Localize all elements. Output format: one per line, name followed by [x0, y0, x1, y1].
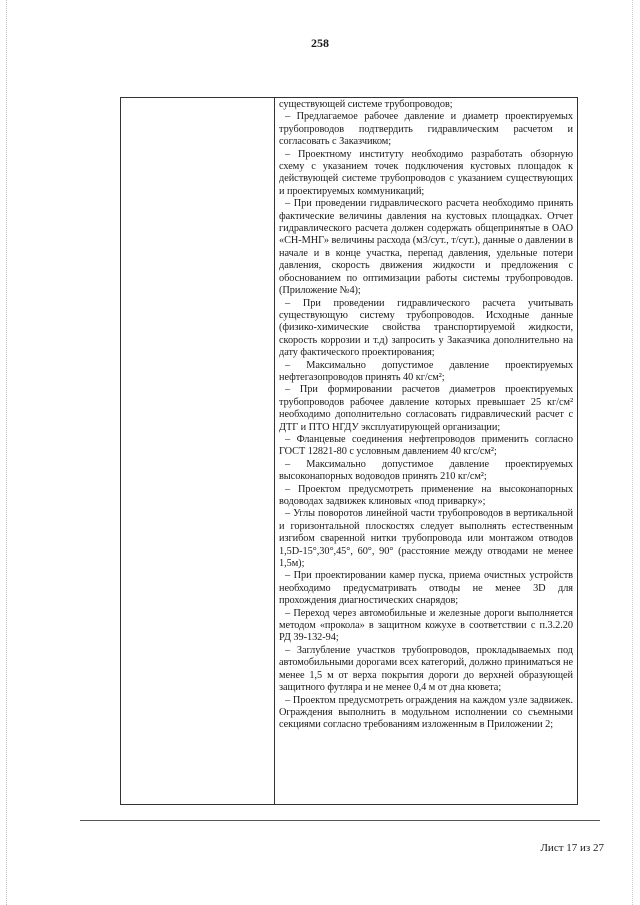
- paragraph: – Проектом предусмотреть ограждения на каждом узле задвижек. Ограждения выполнить в модульном исполнении со съемными секциями согласно требованиям изложенным в Приложении 2;: [279, 694, 573, 731]
- paragraph: – Проектному институту необходимо разработать обзорную схему с указанием точек подключения кустовых площадок к действующей системе трубопроводов с указанием существующих и проектируемых коммуникаций;: [279, 148, 573, 197]
- paragraph: – Углы поворотов линейной части трубопроводов в вертикальной и горизонтальной плоскостях следует выполнять естественным изгибом сваренной нитки трубопровода или монтажом отводов 1,5D-15°,30°,45°, 60°, 90° (расстояние между отводами не менее 1,5м);: [279, 508, 573, 570]
- paragraph: – Фланцевые соединения нефтепроводов применить согласно ГОСТ 12821-80 с условным давлением 40 кгс/см²;: [279, 433, 573, 458]
- table-right-column: [279, 99, 573, 804]
- scan-edge-right: [632, 0, 634, 905]
- page-number: 258: [311, 36, 329, 50]
- paragraph: – Предлагаемое рабочее давление и диаметр проектируемых трубопроводов подтвердить гидравлическим расчетом и согласовать с Заказчиком;: [279, 111, 573, 148]
- paragraph: – Максимально допустимое давление проектируемых высоконапорных водоводов принять 210 кг/см²;: [279, 458, 573, 483]
- paragraph: – Заглубление участков трубопроводов, прокладываемых под автомобильными дорогами всех категорий, должно приниматься не менее 1,5 м от верха покрытия дороги до верхней образующей защитного футляра и не менее 0,4 м от дна кювета;: [279, 644, 573, 694]
- table-left-column: [121, 98, 275, 804]
- paragraph: – При проведении гидравлического расчета учитывать существующую систему трубопроводов. Исходные данные (физико-химические свойства транспортируемой жидкости, скорость коррозии и т.д) запросить у Заказчика дополнительно на дату фактического проектирования;: [279, 297, 573, 359]
- paragraph: – При формировании расчетов диаметров проектируемых трубопроводов рабочее давление которых превышает 25 кг/см² необходимо дополнительно согласовать гидравлический расчет с ДТГ и ПТО НГДУ эксплуатирующей организации;: [279, 384, 573, 433]
- paragraph: – Проектом предусмотреть применение на высоконапорных водоводах задвижек клиновых «под приварку»;: [279, 483, 573, 507]
- paragraph: – Максимально допустимое давление проектируемых нефтегазопроводов принять 40 кг/см²;: [279, 359, 573, 383]
- paragraph: – При проектировании камер пуска, приема очистных устройств необходимо предусматривать отводы не менее 3D для прохождения диагностических снарядов;: [279, 570, 573, 607]
- paragraph: существующей системе трубопроводов;: [279, 99, 453, 110]
- footer-rule: [80, 820, 600, 821]
- scan-edge-left: [6, 0, 8, 905]
- sheet-number: Лист 17 из 27: [540, 842, 604, 854]
- paragraph: – Переход через автомобильные и железные дороги выполняется методом «прокола» в защитном кожухе в соответствии с п.3.2.20 РД 39-132-94;: [279, 607, 573, 644]
- paragraph: – При проведении гидравлического расчета необходимо принять фактические величины давления на кустовых площадках. Отчет гидравлического расчета должен содержать общепринятые в ОАО «СН-МНГ» величины расхода (м3/сут., т/сут.), данные о давлении в начале и в конце участка, перепад давления, удельные потери давления, скорость движения жидкости и предложения с обоснованием по оптимизации работы системы трубопроводов. (Приложение №4);: [279, 198, 573, 297]
- requirements-table: [120, 97, 578, 805]
